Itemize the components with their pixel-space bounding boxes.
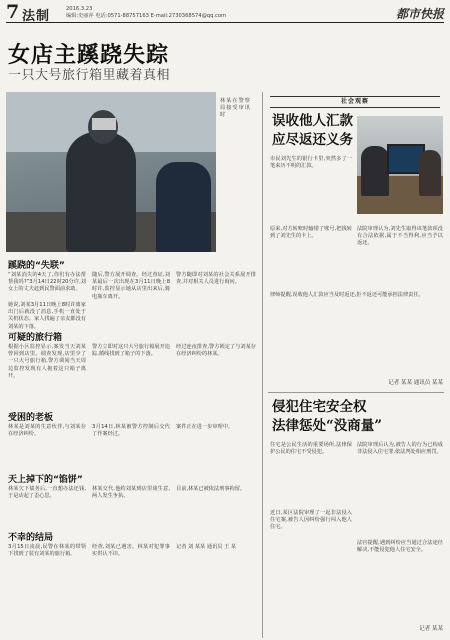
section-1-col-c: 警方随即对刘某的社会关系展开排查,并对相关人员进行询问。 xyxy=(176,272,256,286)
section-3-col-b: 3月14日,林某被警方控制后交代了作案经过。 xyxy=(92,424,170,438)
interrogation-photo xyxy=(6,92,216,252)
page-section-name: 法制 xyxy=(22,9,51,24)
section-3-col-a: 林某是刘某的生意伙伴,与刘某存在经济纠纷。 xyxy=(8,424,86,438)
section-1-col-a: 她说,刘某3月11日晚上8时许离家出门后就没了消息,手机一直处于关机状态。家人找遍了亲友都没有刘某的下落。 xyxy=(8,302,86,330)
sidebar-photo xyxy=(357,116,443,214)
section-4-col-a: 林某欠下债务后,一直想办法还钱,于是动起了歪心思。 xyxy=(8,486,86,500)
page-number: 7 xyxy=(6,1,20,23)
masthead xyxy=(6,1,444,24)
main-subhead: 一只大号旅行箱里藏着真相 xyxy=(8,68,171,83)
photo-caption: 林某在警察局接受审讯时 xyxy=(220,98,250,119)
main-headline: 女店主蹊跷失踪 xyxy=(8,42,170,68)
sidebar-article-2-title-line-1: 侵犯住宅安全权 xyxy=(272,399,367,415)
section-5-col-b: 经查,刘某已遇害。林某对犯罪事实供认不讳。 xyxy=(92,544,170,558)
section-title-2: 可疑的旅行箱 xyxy=(8,333,63,343)
sidebar-article-1-para-c: 法院审理认为,刘先生取得该笔款项没有合法依据,属于不当得利,应当予以返还。 xyxy=(357,226,443,247)
sidebar-article-2-para-a: 住宅是公民生活的重要场所,法律保护公民的住宅不受侵犯。 xyxy=(270,442,352,456)
sidebar-article-1-title-line-2: 应尽返还义务 xyxy=(272,132,353,148)
section-2-col-c: 经过连夜排查,警方锁定了与刘某存在经济纠纷的林某。 xyxy=(176,344,256,358)
sidebar-article-2-para-b: 近日,某区法院审理了一起非法侵入住宅案,被告人因纠纷强行闯入他人住宅。 xyxy=(270,510,352,531)
sidebar-divider xyxy=(268,392,444,393)
sidebar-article-2-para-d: 法官提醒,遇到纠纷应当通过合法途径解决,不能侵犯他人住宅安全。 xyxy=(357,540,443,554)
section-title-3: 受困的老板 xyxy=(8,413,54,423)
sidebar-article-2-title-line-2: 法律惩处“没商量” xyxy=(272,418,383,434)
sidebar-header-label: 社会观察 xyxy=(340,98,369,105)
section-title-5: 不幸的结局 xyxy=(8,533,54,543)
section-4-col-c: 目前,林某已被依法刑事拘留。 xyxy=(176,486,246,492)
section-5-col-c: 记者 刘 某某 通讯员 王 某 xyxy=(176,544,237,550)
sidebar-article-1-author: 记者 某某 通讯员 某某 xyxy=(388,380,443,386)
issue-date: 2016.3.23 xyxy=(66,6,93,12)
editor-contact: 编辑:史丽萍 电话:0571-88757163 E-mail:2730368574@qq.com xyxy=(66,13,227,19)
section-1-lead: “刘某消失的4天了,你们有办法帮帮我吗?”3月14日22时20分许,刘女士的丈夫赶到民警面前求助。 xyxy=(8,272,86,293)
sidebar-header xyxy=(270,96,440,108)
section-2-col-a: 根据小区监控显示,案发当天刘某曾回到店里。调查发现,店里少了一只大号旅行箱,警方调阅当天周边监控发现有人拖着这只箱子离开。 xyxy=(8,344,86,379)
section-5-col-a: 3月15日凌晨,民警在林某的带领下找到了装有刘某的旅行箱。 xyxy=(8,544,86,558)
section-4-col-b: 林某交代,他约刘某到店里谈生意,两人发生争执。 xyxy=(92,486,170,500)
sidebar-article-2-para-c: 法院审理后认为,被告人的行为已构成非法侵入住宅罪,依法判处相应刑罚。 xyxy=(357,442,443,456)
section-1-col-b: 随后,警方展开调查。经过查证,刘某最后一次出现在3月11日晚上8时许,监控显示她从店里出来后,骑电瓶车离开。 xyxy=(92,272,170,300)
sidebar-article-1-para-a: 市民刘先生的银行卡里,突然多了一笔来历不明的汇款。 xyxy=(270,156,352,170)
newspaper-brand: 都市快报 xyxy=(395,7,444,21)
section-title-1: 蹊跷的“失联” xyxy=(8,261,65,271)
sidebar-article-1-title-line-1: 误收他人汇款 xyxy=(272,113,353,129)
section-2-col-b: 警方立即对这只大号旅行箱展开追踪,循线找到了箱子的下落。 xyxy=(92,344,170,358)
sidebar-article-1-para-d: 律师提醒,误收他人汇款应当及时返还,拒不返还可能承担法律责任。 xyxy=(270,292,424,298)
sidebar-article-1-para-b: 原来,对方转账时输错了账号,把钱转到了刘先生的卡上。 xyxy=(270,226,352,240)
section-title-4: 天上掉下的“馅饼” xyxy=(8,475,83,485)
section-3-col-c: 案件正在进一步审理中。 xyxy=(176,424,234,430)
sidebar-article-2-author: 记者 某某 xyxy=(419,626,443,632)
